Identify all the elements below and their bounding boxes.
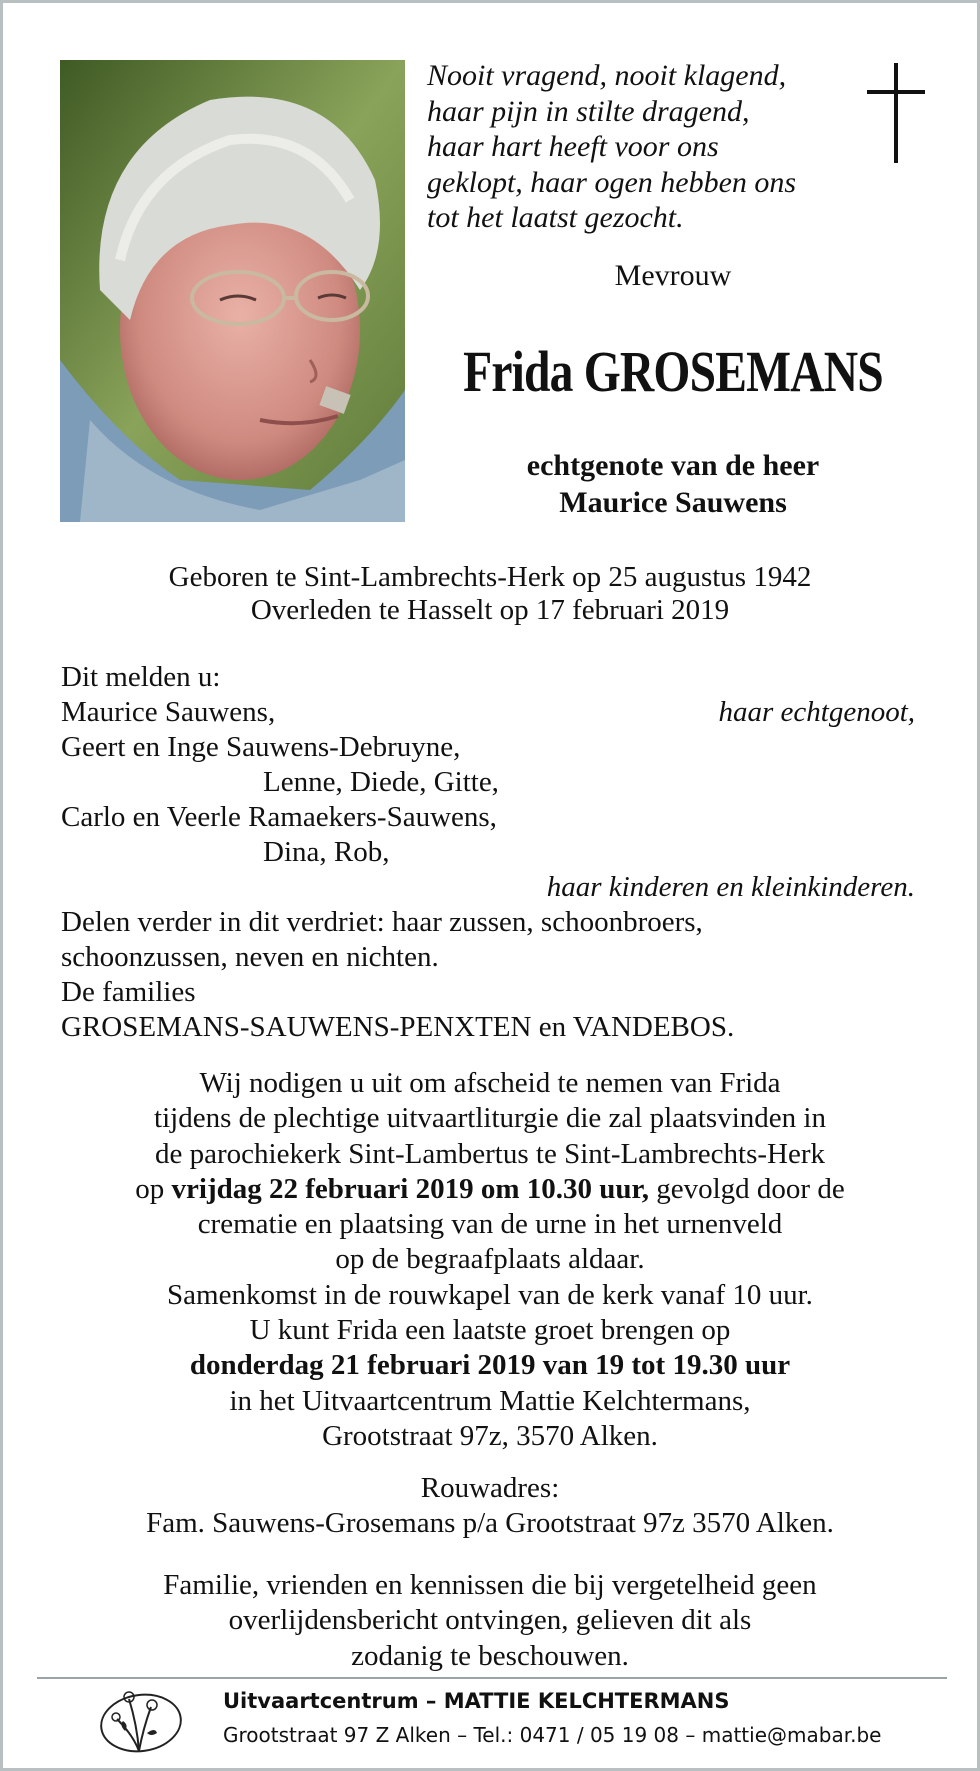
cross-icon — [867, 63, 925, 163]
invite-line: Samenkomst in de rouwkapel van de kerk vanaf 10 uur. — [167, 1278, 813, 1311]
notice-line: overlijdensbericht ontvingen, gelieven dit als — [228, 1604, 752, 1637]
family-intro: Dit melden u: — [61, 661, 221, 693]
address-value: Fam. Sauwens-Grosemans p/a Grootstraat 97z 3570 Alken. — [146, 1507, 834, 1540]
poem-line: geklopt, haar ogen hebben ons — [427, 165, 797, 199]
families-names: GROSEMANS-SAUWENS-PENXTEN en VANDEBOS. — [61, 1011, 735, 1043]
portrait-photo — [60, 60, 405, 522]
invite-line — [3, 1172, 977, 1207]
notice-line: Familie, vrienden en kennissen die bij vergetelheid geen — [163, 1569, 817, 1601]
grandchildren-line: Lenne, Diede, Gitte, — [263, 766, 499, 798]
family-list — [61, 660, 921, 1045]
invite-line: op de begraafplaats aldaar. — [335, 1243, 645, 1276]
poem-line: haar pijn in stilte dragend, — [427, 94, 750, 128]
grandchildren-line: Dina, Rob, — [263, 836, 390, 868]
child-line: Carlo en Veerle Ramaekers-Sauwens, — [61, 801, 497, 833]
visitation-date — [3, 1348, 977, 1383]
invite-line: crematie en plaatsing van de urne in het urnenveld — [197, 1208, 783, 1241]
child-line: Geert en Inge Sauwens-Debruyne, — [61, 731, 461, 763]
spouse-line: echtgenote van de heer — [526, 449, 820, 482]
notice — [3, 1568, 977, 1674]
poem-line: tot het laatst gezocht. — [427, 201, 684, 234]
notice-line: zodanig te beschouwen. — [351, 1639, 629, 1672]
address-label: Rouwadres: — [420, 1472, 560, 1504]
deceased-name: Frida GROSEMANS — [463, 339, 883, 404]
invite-line: tijdens de plechtige uitvaartliturgie die zal plaatsvinden in — [154, 1102, 826, 1135]
husband-name: Maurice Sauwens, — [61, 696, 276, 728]
husband-role: haar echtgenoot, — [718, 696, 915, 728]
invite-line: Wij nodigen u uit om afscheid te nemen van Frida — [199, 1067, 781, 1099]
salutation: Mevrouw — [614, 259, 732, 292]
family-row — [61, 695, 921, 730]
funeral-invitation — [3, 1066, 977, 1454]
families-label: De families — [61, 976, 196, 1008]
footer — [99, 1681, 882, 1759]
invite-line: U kunt Frida een laatste groet brengen op — [249, 1314, 731, 1347]
invite-line: Grootstraat 97z, 3570 Alken. — [322, 1419, 658, 1452]
invite-text: gevolgd door de — [648, 1172, 845, 1205]
children-role: haar kinderen en kleinkinderen. — [546, 871, 915, 903]
invite-line: in het Uitvaartcentrum Mattie Kelchtermans, — [229, 1384, 751, 1417]
funeral-home-contact: Grootstraat 97 Z Alken – Tel.: 0471 / 05 19 08 – mattie@mabar.be — [223, 1723, 882, 1747]
portrait-image — [60, 60, 405, 522]
footer-divider — [37, 1677, 947, 1679]
mourning-address — [3, 1471, 977, 1542]
poem-line: haar hart heeft voor ons — [427, 130, 719, 163]
funeral-home-name: Uitvaartcentrum – MATTIE KELCHTERMANS — [223, 1689, 730, 1713]
funeral-date: vrijdag 22 februari 2019 om 10.30 uur, — [171, 1172, 649, 1205]
invite-line: de parochiekerk Sint-Lambertus te Sint-Lambrechts-Herk — [155, 1137, 825, 1170]
death-line: Overleden te Hasselt op 17 februari 2019 — [250, 594, 730, 626]
poem-line: Nooit vragend, nooit klagend, — [427, 59, 787, 92]
invite-text: op — [135, 1172, 172, 1205]
life-dates — [3, 561, 977, 627]
spouse-name: Maurice Sauwens — [559, 486, 787, 519]
further-line: schoonzussen, neven en nichten. — [61, 941, 439, 973]
flower-logo — [99, 1685, 199, 1755]
further-line: Delen verder in dit verdriet: haar zussen, schoonbroers, — [61, 906, 703, 938]
spouse-info — [423, 447, 923, 521]
birth-line: Geboren te Sint-Lambrechts-Herk op 25 augustus 1942 — [168, 561, 812, 593]
visitation-date-text: donderdag 21 februari 2019 van 19 tot 19.30 uur — [189, 1349, 791, 1382]
poem — [427, 58, 847, 236]
